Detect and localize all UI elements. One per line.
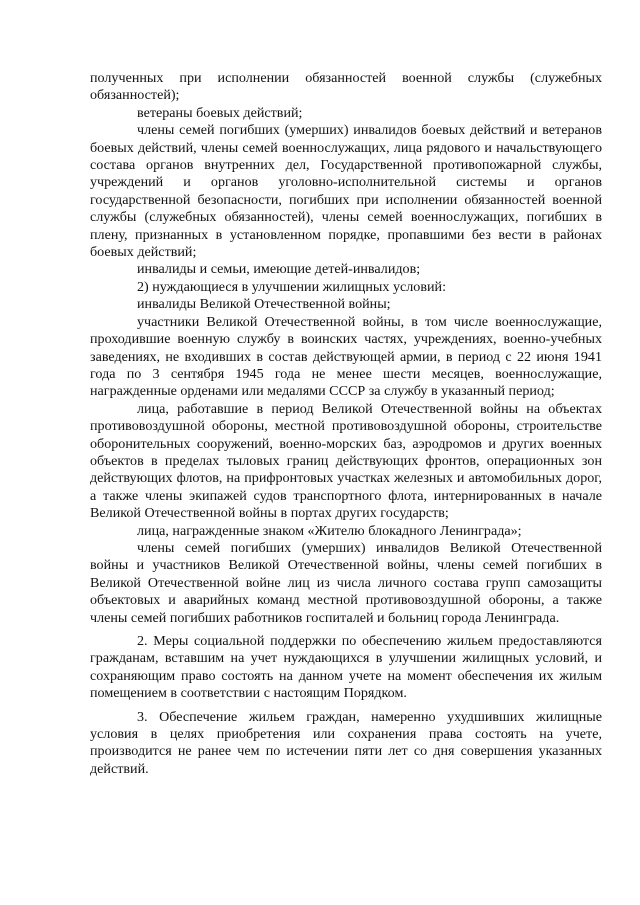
paragraph-disabled-families: инвалиды и семьи, имеющие детей-инвалидов;: [137, 261, 421, 278]
paragraph-families-of-war-invalids: члены семей погибших (умерших) инвалидов Великой Отечественной войны и участников Великой Отечественной войны, члены семей погибших в Великой Отечественной войне лиц из числа личного состава групп самозащиты объектовых и аварийных команд местной противовоздушной обороны, а также члены семей погибших работников госпиталей и больниц города Ленинграда.: [90, 539, 602, 626]
paragraph-clause-3: 3. Обеспечение жильем граждан, намеренно ухудшивших жилищные условия в целях приобретения или сохранения права состоять на учете, производится не ранее чем по истечении пяти лет со дня совершения указанных действий.: [90, 708, 602, 777]
paragraph-war-invalids: инвалиды Великой Отечественной войны;: [137, 296, 391, 313]
paragraph-leningrad-siege-badge: лица, награжденные знаком «Жителю блокадного Ленинграда»;: [137, 522, 522, 539]
paragraph-clause-2: 2. Меры социальной поддержки по обеспечению жильем предоставляются гражданам, вставшим на учет нуждающихся в улучшении жилищных условий, и сохраняющим право состоять на данном учете на момент обеспечения их жилым помещением в соответствии с настоящим Порядком.: [90, 633, 602, 702]
paragraph-combat-veterans: ветераны боевых действий;: [137, 104, 303, 121]
paragraph-continuation: полученных при исполнении обязанностей военной службы (служебных обязанностей);: [90, 70, 602, 104]
paragraph-housing-needs-heading: 2) нуждающиеся в улучшении жилищных условий:: [137, 278, 446, 295]
paragraph-families-of-deceased: члены семей погибших (умерших) инвалидов боевых действий и ветеранов боевых действий, члены семей военнослужащих, лица рядового и начальствующего состава органов внутренних дел, Государственной противопожарной службы, учреждений и органов уголовно-исполнительной системы и органов государственной безопасности, погибших при исполнении обязанностей военной службы (служебных обязанностей), члены семей военнослужащих, погибших в плену, признанных в установленном порядке, пропавшими без вести в районах боевых действий;: [90, 122, 602, 261]
paragraph-home-front-workers: лица, работавшие в период Великой Отечественной войны на объектах противовоздушной обороны, местной противовоздушной обороны, строительстве оборонительных сооружений, военно-морских баз, аэродромов и других военных объектов в пределах тыловых границ действующих фронтов, операционных зон действующих флотов, на прифронтовых участках железных и автомобильных дорог, а также члены экипажей судов транспортного флота, интернированных в начале Великой Отечественной войны в портах других государств;: [90, 400, 602, 522]
document-page: [90, 70, 602, 778]
paragraph-war-participants: участники Великой Отечественной войны, в том числе военнослужащие, проходившие военную службу в воинских частях, учреждениях, военно-учебных заведениях, не входивших в состав действующей армии, в период с 22 июня 1941 года по 3 сентября 1945 года не менее шести месяцев, военнослужащие, награжденные орденами или медалями СССР за службу в указанный период;: [90, 313, 602, 400]
